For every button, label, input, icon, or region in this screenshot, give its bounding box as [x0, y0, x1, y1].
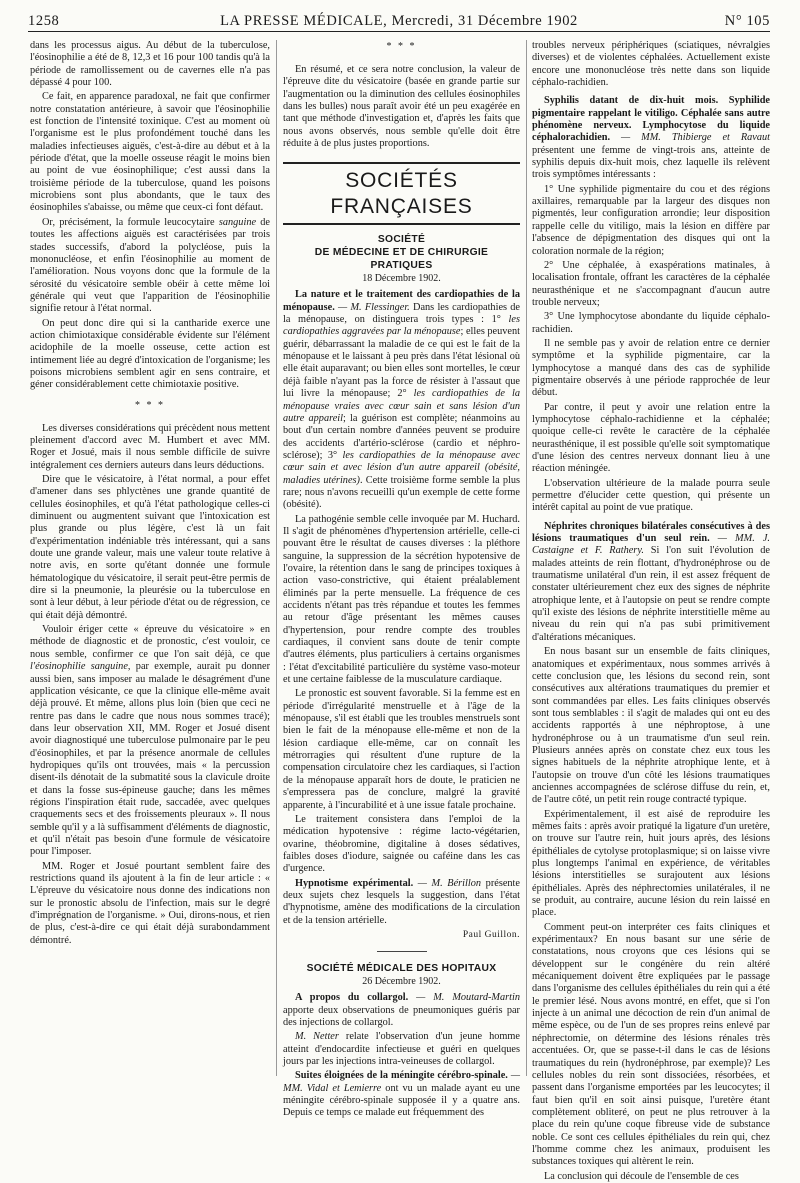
meeting-date: 18 Décembre 1902. [362, 273, 441, 285]
paragraph: Comment peut-on interpréter ces faits cliniques et expérimentaux? En nous basant sur une série de constatations, nous croyons que ces lésions qui se développent sur le congénère du rein altéré mécaniquement doivent être expliquées par le passage dans l'organisme des cellules épithéliales du rein qui a été le premier lésé. Nous avons montré, en effet, que si l'on injecte à un animal une décoction de rein d'un animal de même espèce, ou de l'un de ses propres reins enlevé par néphrectomie, on détermine des lésions rénales très accentuées. Or, que se passe-t-il dans le cas de lésions traumatiques du rein (hydronéphrose, par exemple)? Les cellules nobles du rein sont dissociées, résorbées, et passent dans l'organisme emportées par les leucocytes; il faut bien qu'il en soit ainsi puisque, l'uretère étant complètement obliteré, on peut ne plus retrouver à la place du rein qu'une coque fibreuse vide de substance noble. Ce sont ces cellules épithéliales du rein qui, chez l'homme comme chez les animaux, produisent les substances toxiques qui altèrent le rein. [532, 921, 770, 1168]
paragraph: dans les processus aigus. Au début de la tuberculose, l'éosinophilie a été de 8, 12,3 et 16 pour 100 tandis qu'à la période de ramollissement ou de cavernes elle n'a pas dépassé 4 pour 100. [30, 40, 270, 89]
paragraph: Par contre, il peut y avoir une relation entre la lymphocytose céphalo-rachidienne et la céphalée; quoique celle-ci revête le caractère de la céphalée neurasthénique, il est possible qu'elle soit symptomatique d'une lésion des centres nerveux donnant lieu à une réaction méningée. [532, 401, 770, 475]
paragraph: La pathogénie semble celle invoquée par M. Huchard. Il s'agit de phénomènes d'hypertension artérielle, celle-ci pouvant être le résultat de causes diverses : la pléthore sanguine, la suppression de la sécrétion hypotensive de l'ovaire, la rétention dans le sang de principes toxiques à action vaso-constrictive, qui étaient préalablement éliminés par la perte mensuelle. La fréquence de ces accidents n'étant pas très répandue et toutes les femmes au retour d'âge présentant les mêmes causes d'hypertension, pour rendre compte des troubles cardiaques, il convient sans doute de tenir compte d'autres éléments, plus particuliers à certains organismes : l'état d'excitabilité particulière du système vaso-moteur et une certaine faiblesse de la musculature cardiaque. [283, 513, 520, 686]
meeting-date: 26 Décembre 1902. [362, 976, 441, 988]
paragraph: Dire que le vésicatoire, à l'état normal, a pour effet d'amener dans ses phlyctènes une grande quantité de cellules éosinophiles, et qu'à l'état pathologique celles-ci diminuent ou augmentent suivant que l'intoxication est plus grande ou plus légère, c'est là un fait d'expérimentation indéniable très intéressant, qui a sans doute une grande valeur, mais une valeur toute relative à notre avis, en sorte qu'étant donnée une formule hématologique du vésicatoire, il serait peut-être permis de dire si la pneumonie, la pleurésie ou la tuberculose en sont à leur début, à leur période d'état ou de régression, ce qui était déjà démontré. [30, 474, 270, 621]
journal-title: LA PRESSE MÉDICALE, Mercredi, 31 Décembre 1902 [220, 13, 578, 29]
paragraph: Vouloir ériger cette « épreuve du vésicatoire » en méthode de diagnostic et de pronostic, c'est vouloir, ce nous semble, confirmer ce que l'on sait déjà, ce que l'éosinophilie sanguine, par exemple, aurait pu donner aussi bien, sans imposer au malade le désagrément d'une application vésicante, ce que la clinique elle-même avait déjà prouvé. Et même, allons plus loin (bien que ceci ne rentre pas dans le cadre que nous nous sommes tracé); dans leur observation XII, MM. Roger et Josué disent avoir diagnostiqué une tuberculose pulmonaire par le peu d'éosinophiles, et par la présence anormale de cellules hydropiques qu'ils ont trouvées, mais « la percussion disent-ils dénotait de la submatité sous la clavicule droite et dans la fosse sus-épineuse gauche; dans les mêmes régions l'inspiration était rude, saccadée, avec quelques craquements secs et des froissements pleuraux ». Il nous semble qu'il y a là suffisamment d'éléments de diagnostic, et qu'il n'était pas besoin d'une formule de vésicatoire pour l'imposer. [30, 624, 271, 858]
paragraph: Les diverses considérations qui précèdent nous mettent pleinement d'accord avec M. Humbert et avec MM. Roger et Josué, mais il nous semble difficile de suivre intégralement ces derniers auteurs dans leurs déductions. [30, 422, 270, 471]
society-name: SOCIÉTÉ MÉDICALE DES HOPITAUX [306, 963, 497, 975]
paragraph: 3° Une lymphocytose abondante du liquide céphalo-rachidien. [532, 311, 770, 335]
column-3 [532, 40, 770, 1182]
issue-number: N° 105 [724, 13, 770, 29]
paragraph: On peut donc dire qui si la cantharide exerce une action chimiotaxique considérable évidente sur l'élément acidophile de la moelle osseuse, cette action est intimement liée au degré d'intoxication de l'organisme; les poisons microbiens semblent agir en sens contraire, et géner considérablement cette chimiotaxie positive. [30, 317, 270, 391]
society-name: DE MÉDECINE ET DE CHIRURGIE PRATIQUES [314, 247, 489, 272]
paragraph: Ce fait, en apparence paradoxal, ne fait que confirmer notre constatation antérieure, à savoir que l'éosinophilie est fonction de l'intensité toxinique. C'est au moment où l'organisme est le plus profondément touché dans les maladies infectieuses aiguës, c'est-à-dire au début et à la période d'état, que la moelle osseuse réagit le moins bien au point de vue éosinophilique; c'est aussi dans la troisième période de la tuberculose, quand les poisons microbiens sont plus abondants, que le taux des éosinophiles s'abaisse, ou même que ceux-ci font défaut. [30, 91, 270, 214]
paragraph: 1° Une syphilide pigmentaire du cou et des régions axillaires, remarquable par la largeur des disques non pigmentés, leur configuration arrondie; leur disposition rappelle celle du vitiligo, mais la lésion en diffère par l'absence de dépigmentation des disques qui ont la coloration normale de la région; [532, 183, 770, 257]
paragraph: 2° Une céphalée, à exaspérations matinales, à localisation frontale, offrant les caractères de la céphalée neurasthénique et ne s'accompagnant d'aucun autre trouble nerveux; [532, 259, 770, 308]
column-rule-right [526, 40, 527, 1076]
paragraph: MM. Roger et Josué pourtant semblent faire des restrictions quand ils ajoutent à la fin de leur article : « L'épreuve du vésicatoire nous donne des indications non sur le pronostic absolu de l'infection, mais sur le degré d'imprégnation de l'organisme. » Oui, dirons-nous, et rien de plus, c'est-à-dire ce qui était déjà surabondamment démontré. [30, 860, 270, 946]
paragraph: Or, précisément, la formule leucocytaire sanguine de toutes les affections aiguës est caractérisées par trois stades successifs, d'abord la polycléose, puis la mononucléose, et enfin l'éosinophilie au moment de l'amélioration. Nous voyons donc que la formule de la sérosité du vésicatoire semble obéir à cette même loi générale qui veut que l'apparition de l'éosinophilie signifie retour à l'état normal. [30, 216, 270, 315]
paragraph: M. Netter relate l'observation d'un jeune homme atteint d'endocardite infectieuse et guéri en quelques jours par les injections intra-veineuses de collargol. [283, 1031, 520, 1067]
paragraph: Le pronostic est souvent favorable. Si la femme est en période d'irrégularité menstruelle et à l'âge de la ménopause, s'il est établi que les troubles menstruels sont bien le fait de la ménopause elle-même et non de la lésion cardiaque elle-même, car on connaît les métrorragies qui résultent d'une rupture de la compensation circulatoire chez les cardiaques, si l'action de la ménopause apparaît hors de doute, le praticien ne s'empressera pas de conclure, malgré la gravité apparente, à l'incurabilité et à une issue fatale prochaine. [283, 688, 520, 811]
paragraph: A propos du collargol. — M. Moutard-Martin apporte deux observations de pneumoniques guéris par des injections de collargol. [283, 992, 521, 1028]
page-header [28, 10, 770, 32]
paragraph: En résumé, et ce sera notre conclusion, la valeur de l'épreuve dite du vésicatoire (basée en grande partie sur l'augmentation ou la diminution des cellules éosinophiles dans les bulles) nous paraît avoir été un peu exagérée en tant que méthode d'investigation et, d'après les faits que nous avons observés, nous semble qu'elle doit être réduite à de plus justes proportions. [283, 64, 520, 150]
author-signature: Paul Guillon. [462, 929, 520, 940]
paragraph: Suites éloignées de la méningite cérébro-spinale. — MM. Vidal et Lemierre ont vu un malade ayant eu une méningite cérébro-spinale supposée il y a quatre ans. Depuis ce temps ce malade eut fréquemment des [283, 1070, 521, 1119]
paragraph: Le traitement consistera dans l'emploi de la médication hypotensive : régime lacto-végétarien, ovarine, théobromine, digitaline à doses sédatives, faibles doses d'iodure, saignée ou caféine dans les cas d'urgence. [283, 813, 520, 875]
paragraph: En nous basant sur un ensemble de faits cliniques, anatomiques et expérimentaux, nous sommes arrivés à cette conclusion que, les lésions du second rein, sont consécutives aux altérations traumatiques du premier et sont commandées par elles. Les faits cliniques observés sont tous semblables : il s'agit de malades qui ont eu des accidents rapportés à une néphroptose, à une hydronéphrose ou à un traumatisme d'un seul rein. Plusieurs années après on constate chez eux tous les signes habituels de la néphrite atrophique lente, et à l'autopsie on trouve d'un côté les lésions traumatiques anciennes accompagnées de sclérose diffuse du rein, et, de l'autre côté, un petit rein rouge contracté typique. [532, 646, 770, 806]
paragraph: Hypnotisme expérimental. — M. Bérillon présente deux sujets chez lesquels la suggestion, dans l'état d'hypnotisme, amène des modifications de la circulation et de la tension artérielle. [283, 877, 520, 926]
column-2 [283, 40, 521, 1119]
paragraph: troubles nerveux périphériques (sciatiques, névralgies diverses) et de violentes céphalées. Actuellement existe encore une mononucléose très nette dans son liquide céphalo-rachidien. [532, 40, 770, 89]
paragraph: La nature et le traitement des cardiopathies de la ménopause. — M. Flessinger. Dans les cardiopathies de la ménopause, on distinguera trois types : 1° les cardiopathies aggravées par la ménopause; elles peuvent guérir, débarrassant la maladie de ce qui est le fait de la ménopause et le laissant à peu près dans l'état lésional où elle était auparavant; ou bien elles sont mortelles, le cœur déjà faible n'ayant pas la force de résister à l'assaut que lui livre la ménopause; 2° les cardiopathies de la ménopause vraies avec cœur sain et sans lésion d'un autre appareil; la guérison est complète; néanmoins au bout d'un certain nombre d'années peuvent se produire des accidents d'artério-sclérose (cardio et néphro-sclérose); 3° les cardiopathies de la ménopause avec cœur sain et avec lésion d'un autre appareil (obésité, maladies utérines). Cette troisième forme semble la plus rare; nous n'avons recueilli qu'un exemple de cette forme (obésité). [283, 289, 520, 511]
society-name: SOCIÉTÉ [377, 234, 426, 246]
paragraph: Expérimentalement, il est aisé de reproduire les mêmes faits : après avoir pratiqué la ligature d'un uretère, on trouve sur l'autre rein, huit jours après, des lésions épithéliales de cytolyse protoplasmique; si on laisse vivre plus longtemps l'animal en expérience, de véritables lésions interstitielles se surajoutent aux lésions épithéliales. Après des néphrectomies unilatérales, il ne se produit, au contraire, aucune lésion du rein laissé en place. [532, 808, 770, 919]
paragraph: La conclusion qui découle de l'ensemble de ces [544, 1170, 739, 1182]
section-separator: * * * [386, 41, 417, 52]
column-1 [30, 40, 270, 1076]
column-rule-left [276, 40, 277, 1076]
section-separator: * * * [135, 399, 165, 411]
paragraph: Il ne semble pas y avoir de relation entre ce dernier symptôme et la syphilide pigmentaire, car la lymphocytose a manqué dans des cas de syphilide pigmentaire observés à une période rapprochée de leur début. [532, 337, 770, 399]
paragraph: L'observation ultérieure de la malade pourra seule permettre d'élucider cette question, qui présente un intérêt capital au point de vue pratique. [532, 477, 770, 514]
page-number: 1258 [28, 13, 60, 29]
paragraph: Néphrites chroniques bilatérales consécutives à des lésions traumatiques d'un seul rein. — MM. J. Castaigne et F. Rathery. Si l'on suit l'évolution de malades atteints de rein flottant, d'hydronéphrose ou de traumatisme unilatéral d'un rein, il est assez fréquent de constater ultérieurement chez eux des signes de néphrite atrophique lente, et à l'autopsie on peut se rendre compte qu'il existe des lésions de néphrite interstitielle même au niveau du rein qui n'a pas subi primitivement d'altérations mécaniques. [532, 520, 770, 643]
divider [377, 951, 427, 952]
section-title: SOCIÉTÉS FRANÇAISES [283, 162, 520, 225]
paragraph: Syphilis datant de dix-huit mois. Syphilide pigmentaire rappelant le vitiligo. Céphalée sans autre phénomène nerveux. Lymphocytose du liquide céphalorachidien. — MM. Thibierge et Ravaut présentent une femme de vingt-trois ans, atteinte de syphilis depuis dix-huit mois, chez laquelle ils relèvent trois symptômes intéressants : [532, 95, 770, 181]
